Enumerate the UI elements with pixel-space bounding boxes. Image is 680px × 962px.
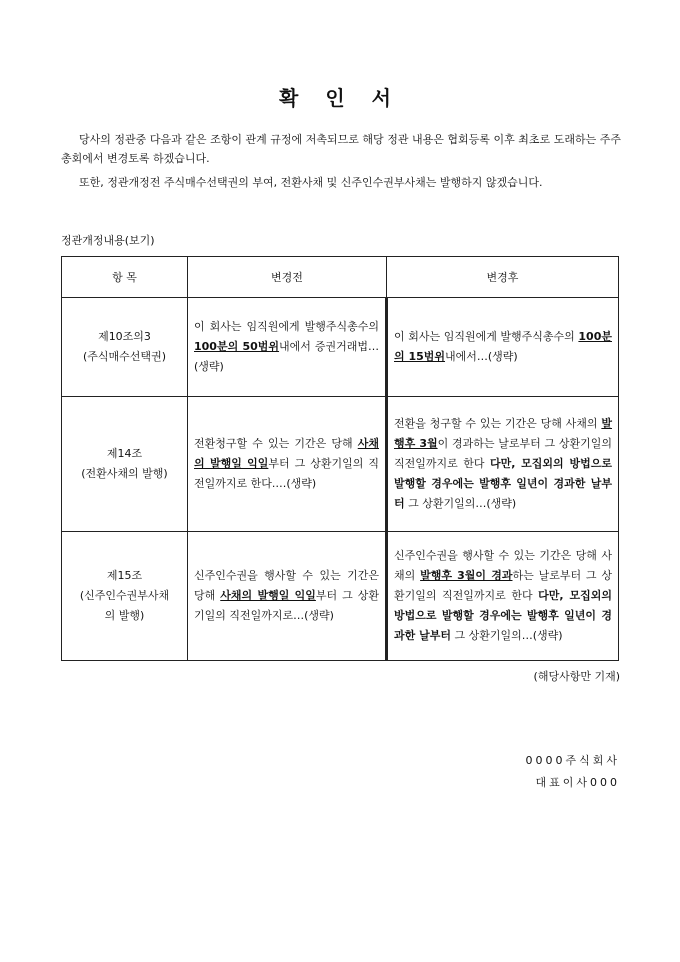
before-cell <box>188 532 387 661</box>
after-text: 이 경과하는 날로부터 그 상환기일의 직전일까지로 한다 <box>394 437 612 470</box>
company-name: 0000주식회사 <box>525 754 620 767</box>
document-title: 확 인 서 <box>279 86 401 110</box>
item-subject: (전환사채의 발행) <box>81 467 168 480</box>
item-subject-cont: 의 발행) <box>104 609 145 622</box>
before-text: 신주인수권을 행사할 수 있는 기간은 당해 <box>194 569 379 602</box>
table-row <box>62 532 619 661</box>
signature-block <box>526 750 621 794</box>
after-text: 신주인수권을 행사할 수 있는 기간은 당해 사채의 <box>394 549 612 582</box>
after-text: 그 상환기일의…(생략) <box>450 629 563 642</box>
table-row <box>62 298 619 397</box>
item-article: 제10조의3 <box>98 330 151 343</box>
after-text: 전환을 청구할 수 있는 기간은 당해 사채의 <box>394 417 602 430</box>
table-caption: 정관개정내용(보기) <box>61 234 155 247</box>
after-text: 내에서…(생략) <box>445 350 518 363</box>
before-cell <box>188 397 387 532</box>
after-emphasis: 발행후 3월 <box>394 417 612 450</box>
item-cell <box>62 397 188 532</box>
before-emphasis: 사채의 발행일 익일 <box>220 589 316 602</box>
item-article: 제14조 <box>106 447 143 460</box>
amendment-table <box>61 256 619 661</box>
before-text: 이 회사는 임직원에게 발행주식총수의 <box>194 320 379 333</box>
intro-paragraph-1-text: 당사의 정관중 다음과 같은 조항이 관계 규정에 저촉되므로 해당 정관 내용은 협회등록 이후 최초로 도래하는 주주총회에서 변경토록 하겠습니다. <box>61 133 621 165</box>
item-subject: (주식매수선택권) <box>83 350 166 363</box>
after-text: 하는 날로부터 그 상환기일의 직전일까지로 한다 <box>394 569 613 602</box>
intro-paragraph-2-text: 또한, 정관개정전 주식매수선택권의 부여, 전환사채 및 신주인수권부사채는 발행하지 않겠습니다. <box>79 176 543 189</box>
after-text: 그 상환기일의…(생략) <box>404 497 517 510</box>
intro-paragraph-2 <box>61 173 621 192</box>
after-cell <box>387 397 619 532</box>
after-proviso: 다만, 모집외의 방법으로 발행할 경우에는 발행후 일년이 경과한 날부터 <box>394 457 612 510</box>
after-emphasis: 100분의 15범위 <box>394 330 612 363</box>
item-article: 제15조 <box>106 569 143 582</box>
before-text: 내에서 증권거래법…(생략) <box>194 340 379 373</box>
table-row <box>62 397 619 532</box>
item-subject: (신주인수권부사채 <box>79 589 170 602</box>
header-after: 변경후 <box>387 257 619 298</box>
item-cell <box>62 532 188 661</box>
ceo-title: 대표이사000 <box>535 776 620 789</box>
table-note: (해당사항만 기재) <box>533 670 620 683</box>
before-text: 부터 그 상환기일의 직전일까지로 한다.…(생략) <box>194 457 380 490</box>
header-item: 항 목 <box>62 257 188 298</box>
after-emphasis: 발행후 3월이 경과 <box>420 569 513 582</box>
intro-paragraph-1 <box>61 130 621 168</box>
before-emphasis: 100분의 50범위 <box>194 340 280 353</box>
before-cell <box>188 298 387 397</box>
after-cell <box>387 298 619 397</box>
after-cell <box>387 532 619 661</box>
after-proviso: 다만, 모집외의 방법으로 발행할 경우에는 발행후 일년이 경과한 날부터 <box>394 589 612 642</box>
item-cell <box>62 298 188 397</box>
before-emphasis: 사채의 발행일 익일 <box>194 437 379 470</box>
after-text: 이 회사는 임직원에게 발행주식총수의 <box>394 330 579 343</box>
before-text: 전환청구할 수 있는 기간은 당해 <box>194 437 358 450</box>
before-text: 부터 그 상환기일의 직전일까지로…(생략) <box>194 589 380 622</box>
table-header-row <box>62 257 619 298</box>
header-before: 변경전 <box>188 257 387 298</box>
